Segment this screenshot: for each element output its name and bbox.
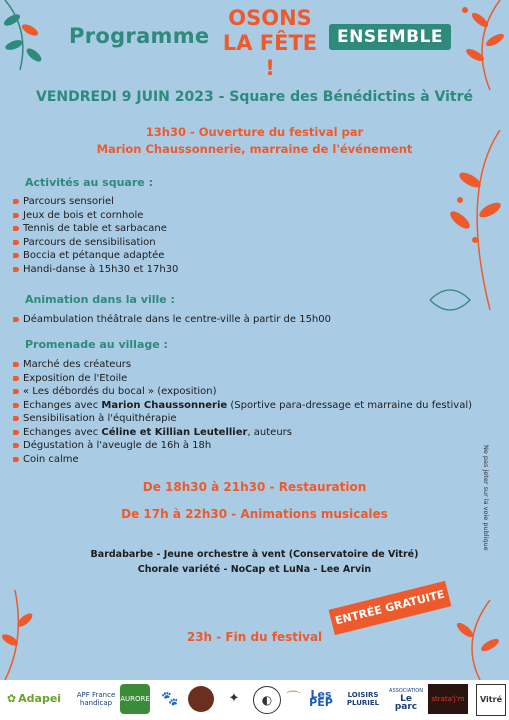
bullet-icon [13, 317, 19, 322]
bullet-icon [13, 376, 19, 381]
list-item: Echanges avec Marion Chaussonnerie (Sportive para-dressage et marraine du festival) [13, 399, 472, 413]
logo-adapei: ✿ Adapei [6, 692, 62, 705]
section-title-square: Activités au square : [25, 176, 153, 189]
list-item: Exposition de l'Etoile [13, 372, 472, 386]
fin-line: 23h - Fin du festival [186, 630, 323, 644]
village-list [13, 358, 472, 466]
logo-paw-icon: 🐾 [161, 691, 179, 707]
list-item: Echanges avec Céline et Killian Leutellier, auteurs [13, 426, 472, 440]
bullet-icon [13, 430, 19, 435]
logo-le-parc: ASSOCIATION Le parc [389, 688, 423, 712]
opening-line-2: Marion Chaussonnerie, marraine de l'événement [96, 142, 413, 156]
bullet-icon [13, 253, 19, 258]
list-item: Parcours de sensibilisation [13, 236, 178, 250]
bullet-icon [13, 362, 19, 367]
header-la-fete: LA FÊTE ! [222, 31, 318, 80]
free-entry-badge: ENTRÉE GRATUITE [329, 581, 452, 635]
list-item: Parcours sensoriel [13, 195, 178, 209]
date-line: VENDREDI 9 JUIN 2023 - Square des Bénédictins à Vitré [35, 89, 474, 105]
list-item: Handi-danse à 15h30 et 17h30 [13, 263, 178, 277]
ville-list [13, 313, 331, 327]
opening-line-1: 13h30 - Ouverture du festival par [145, 125, 364, 139]
logo-aurore: AURORE [120, 684, 150, 714]
logo-bracket-icon: ⌒ [286, 691, 300, 707]
list-item: Boccia et pétanque adaptée [13, 249, 178, 263]
vertical-note: Ne pas jeter sur la voie publique [482, 445, 490, 551]
bullet-icon [13, 457, 19, 462]
band-line-1: Bardabarbe - Jeune orchestre à vent (Conservatoire de Vitré) [90, 549, 419, 560]
header-ensemble: ENSEMBLE [329, 24, 451, 50]
list-item: Déambulation théâtrale dans le centre-ville à partir de 15h00 [13, 313, 331, 327]
bullet-icon [13, 403, 19, 408]
logo-elephant-icon: ◐ [253, 686, 281, 714]
bullet-icon [13, 389, 19, 394]
list-item: Sensibilisation à l'équithérapie [13, 412, 472, 426]
header-programme: Programme [69, 24, 210, 48]
logo-circle [188, 686, 214, 712]
restauration-line: De 18h30 à 21h30 - Restauration [142, 480, 367, 494]
partner-logos [0, 680, 509, 720]
bullet-icon [13, 267, 19, 272]
bullet-icon [13, 199, 19, 204]
logo-apf: APF France handicap [76, 691, 116, 707]
logo-strata: strata'j'm [428, 684, 468, 714]
list-item: Dégustation à l'aveugle de 16h à 18h [13, 439, 472, 453]
list-item: Marché des créateurs [13, 358, 472, 372]
logo-peps: Les PEP [309, 688, 333, 709]
bullet-icon [13, 226, 19, 231]
list-item: Tennis de table et sarbacane [13, 222, 178, 236]
header-osons: OSONS [228, 6, 312, 30]
bullet-icon [13, 240, 19, 245]
square-list [13, 195, 178, 276]
bullet-icon [13, 443, 19, 448]
musique-line: De 17h à 22h30 - Animations musicales [121, 507, 388, 521]
section-title-ville: Animation dans la ville : [25, 293, 175, 306]
list-item: « Les débordés du bocal » (exposition) [13, 385, 472, 399]
list-item: Jeux de bois et cornhole [13, 209, 178, 223]
leaf-decoration-right [400, 130, 509, 320]
leaf-decoration-top-left [0, 0, 80, 90]
band-line-2: Chorale variété - NoCap et LuNa - Lee Arvin [137, 564, 372, 575]
bullet-icon [13, 213, 19, 218]
opening-block [0, 124, 509, 158]
section-title-village: Promenade au village : [25, 338, 168, 351]
logo-dancer-icon: ✦ [228, 691, 240, 706]
list-item: Coin calme [13, 453, 472, 467]
adapei-icon: ✿ [6, 692, 17, 705]
bullet-icon [13, 416, 19, 421]
logo-loisirs-pluriel: LOISIRS PLURIEL [346, 691, 380, 707]
logo-vitre: Vitré [476, 684, 506, 716]
header-title [222, 6, 318, 81]
